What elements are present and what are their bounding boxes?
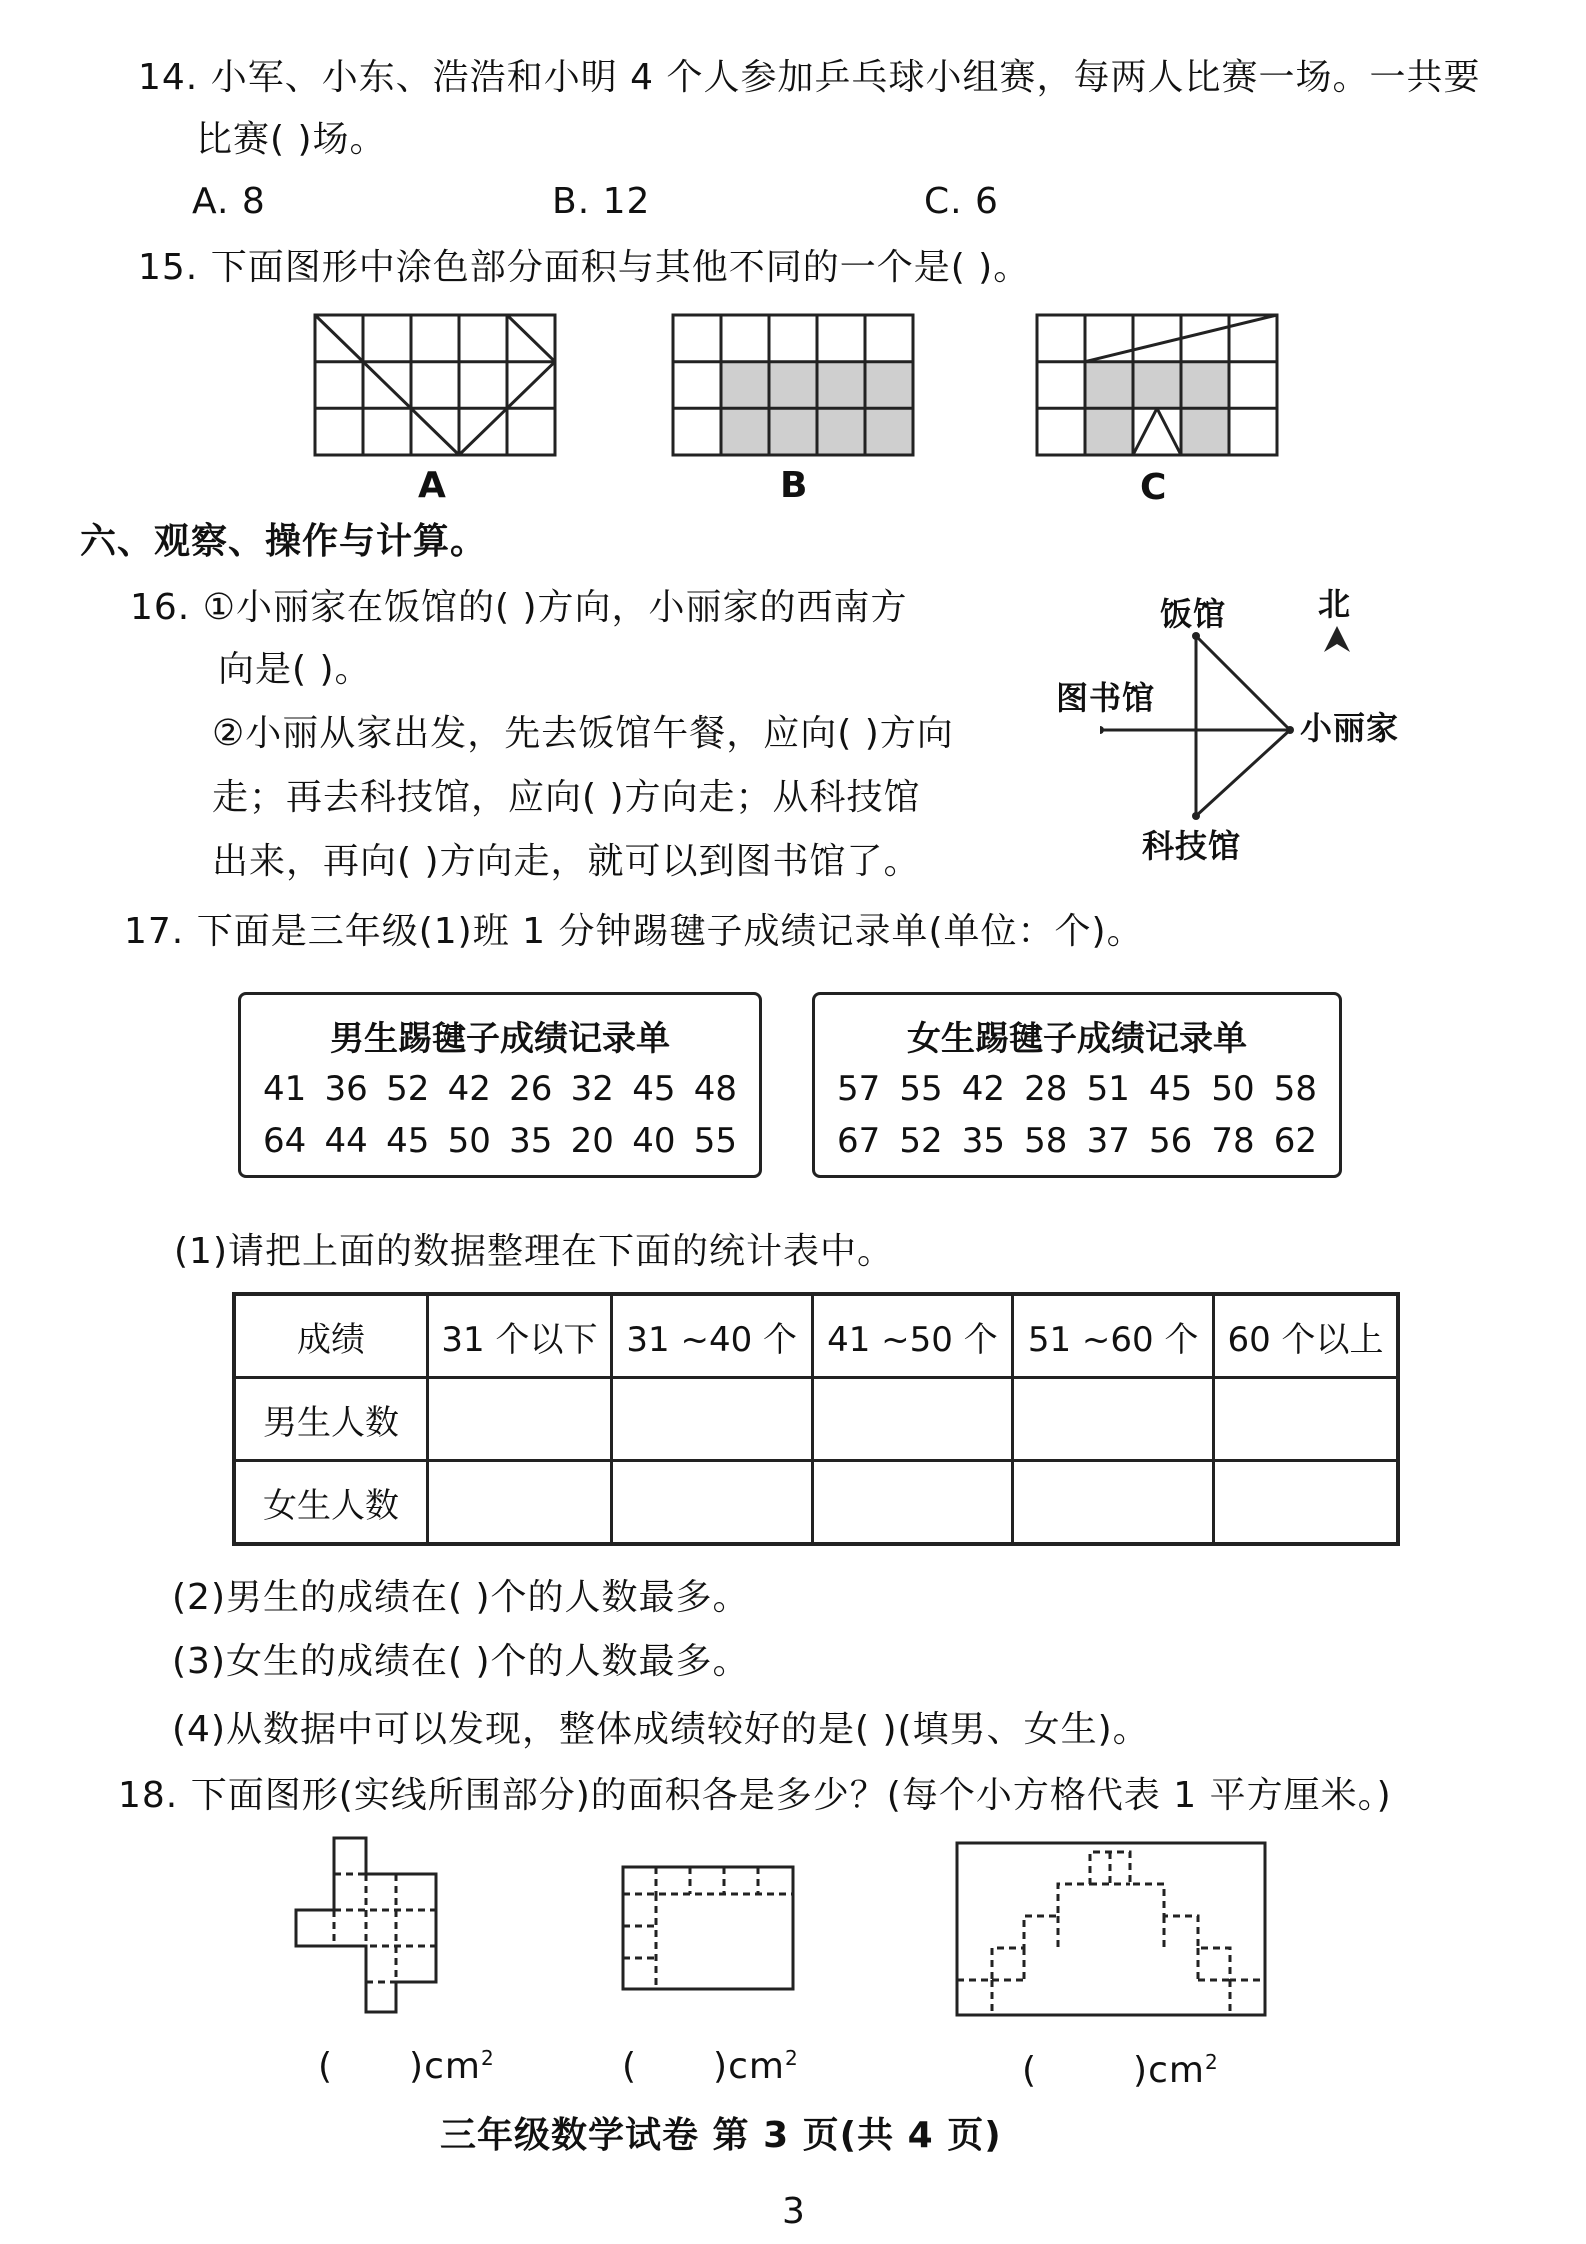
q16-line4: 走；再去科技馆，应向( )方向走；从科技馆 <box>212 777 921 818</box>
score: 37 <box>1086 1121 1130 1161</box>
q18-answer-3: ( )$cm^2$ <box>1022 2050 1219 2091</box>
score: 42 <box>447 1069 491 1109</box>
map-home-label: 小丽家 <box>1300 709 1400 747</box>
score: 45 <box>386 1121 430 1161</box>
q14-option-b: B. 12 <box>552 181 651 222</box>
score: 55 <box>899 1069 943 1109</box>
score: 62 <box>1273 1121 1317 1161</box>
q18-figure-3 <box>954 1840 1268 2020</box>
q18-figure-1 <box>292 1836 474 2016</box>
score: 57 <box>837 1069 881 1109</box>
score: 51 <box>1086 1069 1130 1109</box>
row-label-girls: 女生人数 <box>234 1461 428 1545</box>
q14-line1: 14. 小军、小东、浩浩和小明 4 个人参加乒乓球小组赛，每两人比赛一场。一共要 <box>138 57 1481 98</box>
q18-answer-2: ( )$cm^2$ <box>622 2046 799 2087</box>
q15-figure-c <box>1034 312 1280 458</box>
answer-cell[interactable] <box>428 1461 612 1545</box>
score: 41 <box>263 1069 307 1109</box>
answer-cell[interactable] <box>1213 1461 1398 1545</box>
page-number: 3 <box>782 2191 806 2232</box>
score: 48 <box>693 1069 737 1109</box>
answer-cell[interactable] <box>812 1378 1013 1461</box>
map-museum-label: 科技馆 <box>1142 827 1242 865</box>
section-six-title: 六、观察、操作与计算。 <box>80 521 488 562</box>
score: 40 <box>632 1121 676 1161</box>
table-header-cell: 成绩 <box>234 1294 428 1378</box>
score: 58 <box>1024 1121 1068 1161</box>
q16-line1: 16. ①小丽家在饭馆的( )方向，小丽家的西南方 <box>130 587 908 628</box>
score: 56 <box>1148 1121 1193 1161</box>
q17-sub4: (4)从数据中可以发现，整体成绩较好的是( )(填男、女生)。 <box>172 1709 1150 1750</box>
q17-sub3: (3)女生的成绩在( )个的人数最多。 <box>172 1641 750 1682</box>
q15-question: 15. 下面图形中涂色部分面积与其他不同的一个是( )。 <box>138 247 1031 288</box>
boys-record-title: 男生踢毽子成绩记录单 <box>330 1019 670 1059</box>
q14-option-a: A. 8 <box>192 181 266 222</box>
girls-record-title: 女生踢毽子成绩记录单 <box>907 1019 1247 1059</box>
answer-cell[interactable] <box>1013 1461 1214 1545</box>
table-header-cell: 31 ~40 个 <box>611 1294 812 1378</box>
q17-question: 17. 下面是三年级(1)班 1 分钟踢毽子成绩记录单(单位：个)。 <box>124 911 1144 952</box>
score: 50 <box>447 1121 491 1161</box>
table-header-cell: 41 ~50 个 <box>812 1294 1013 1378</box>
q16-line5: 出来，再向( )方向走，就可以到图书馆了。 <box>212 841 921 882</box>
q15-figure-b <box>670 312 916 458</box>
north-arrow-icon <box>1322 624 1352 654</box>
q18-answer-1: ( )$cm^2$ <box>318 2046 495 2087</box>
q17-stat-table <box>232 1292 1400 1546</box>
table-header-cell: 60 个以上 <box>1213 1294 1398 1378</box>
table-row <box>234 1461 1398 1545</box>
score: 64 <box>263 1121 307 1161</box>
q18-figure-2 <box>620 1864 798 1994</box>
score: 67 <box>837 1121 881 1161</box>
score: 26 <box>509 1069 553 1109</box>
answer-cell[interactable] <box>611 1378 812 1461</box>
q18-question: 18. 下面图形(实线所围部分)的面积各是多少？(每个小方格代表 1 平方厘米。) <box>118 1775 1392 1816</box>
map-north-label: 北 <box>1318 585 1352 623</box>
map-library-label: 图书馆 <box>1056 679 1156 717</box>
answer-cell[interactable] <box>812 1461 1013 1545</box>
score: 44 <box>324 1121 368 1161</box>
score: 36 <box>324 1069 368 1109</box>
score: 45 <box>632 1069 676 1109</box>
q16-direction-map <box>1100 630 1330 820</box>
q15-label-c: C <box>1140 467 1168 508</box>
score: 35 <box>509 1121 553 1161</box>
table-header-row <box>234 1294 1398 1378</box>
score: 20 <box>570 1121 614 1161</box>
q15-label-b: B <box>780 465 809 506</box>
score: 50 <box>1211 1069 1255 1109</box>
answer-cell[interactable] <box>611 1461 812 1545</box>
score: 52 <box>899 1121 943 1161</box>
q16-line3: ②小丽从家出发，先去饭馆午餐，应向( )方向 <box>212 713 954 754</box>
q15-figure-a <box>312 312 558 458</box>
answer-cell[interactable] <box>428 1378 612 1461</box>
table-row <box>234 1378 1398 1461</box>
boys-record-row-2 <box>263 1121 737 1161</box>
q14-option-c: C. 6 <box>924 181 999 222</box>
score: 52 <box>386 1069 430 1109</box>
q14-line2: 比赛( )场。 <box>196 119 387 160</box>
q16-line2: 向是( )。 <box>218 649 372 690</box>
score: 32 <box>570 1069 614 1109</box>
score: 55 <box>693 1121 737 1161</box>
answer-cell[interactable] <box>1013 1378 1214 1461</box>
girls-record-row-2 <box>837 1121 1317 1161</box>
answer-cell[interactable] <box>1213 1378 1398 1461</box>
score: 58 <box>1273 1069 1317 1109</box>
score: 45 <box>1148 1069 1193 1109</box>
score: 78 <box>1211 1121 1255 1161</box>
girls-record-card <box>812 992 1342 1178</box>
girls-record-row-1 <box>837 1069 1317 1109</box>
score: 35 <box>961 1121 1006 1161</box>
q17-sub2: (2)男生的成绩在( )个的人数最多。 <box>172 1577 750 1618</box>
q15-label-a: A <box>418 465 447 506</box>
page-footer: 三年级数学试卷 第 3 页(共 4 页) <box>440 2115 1002 2156</box>
score: 28 <box>1024 1069 1068 1109</box>
boys-record-card <box>238 992 762 1178</box>
score: 42 <box>961 1069 1006 1109</box>
map-restaurant-label: 饭馆 <box>1160 595 1227 633</box>
boys-record-row-1 <box>263 1069 737 1109</box>
row-label-boys: 男生人数 <box>234 1378 428 1461</box>
table-header-cell: 31 个以下 <box>428 1294 612 1378</box>
table-header-cell: 51 ~60 个 <box>1013 1294 1214 1378</box>
q17-sub1: (1)请把上面的数据整理在下面的统计表中。 <box>174 1231 894 1272</box>
